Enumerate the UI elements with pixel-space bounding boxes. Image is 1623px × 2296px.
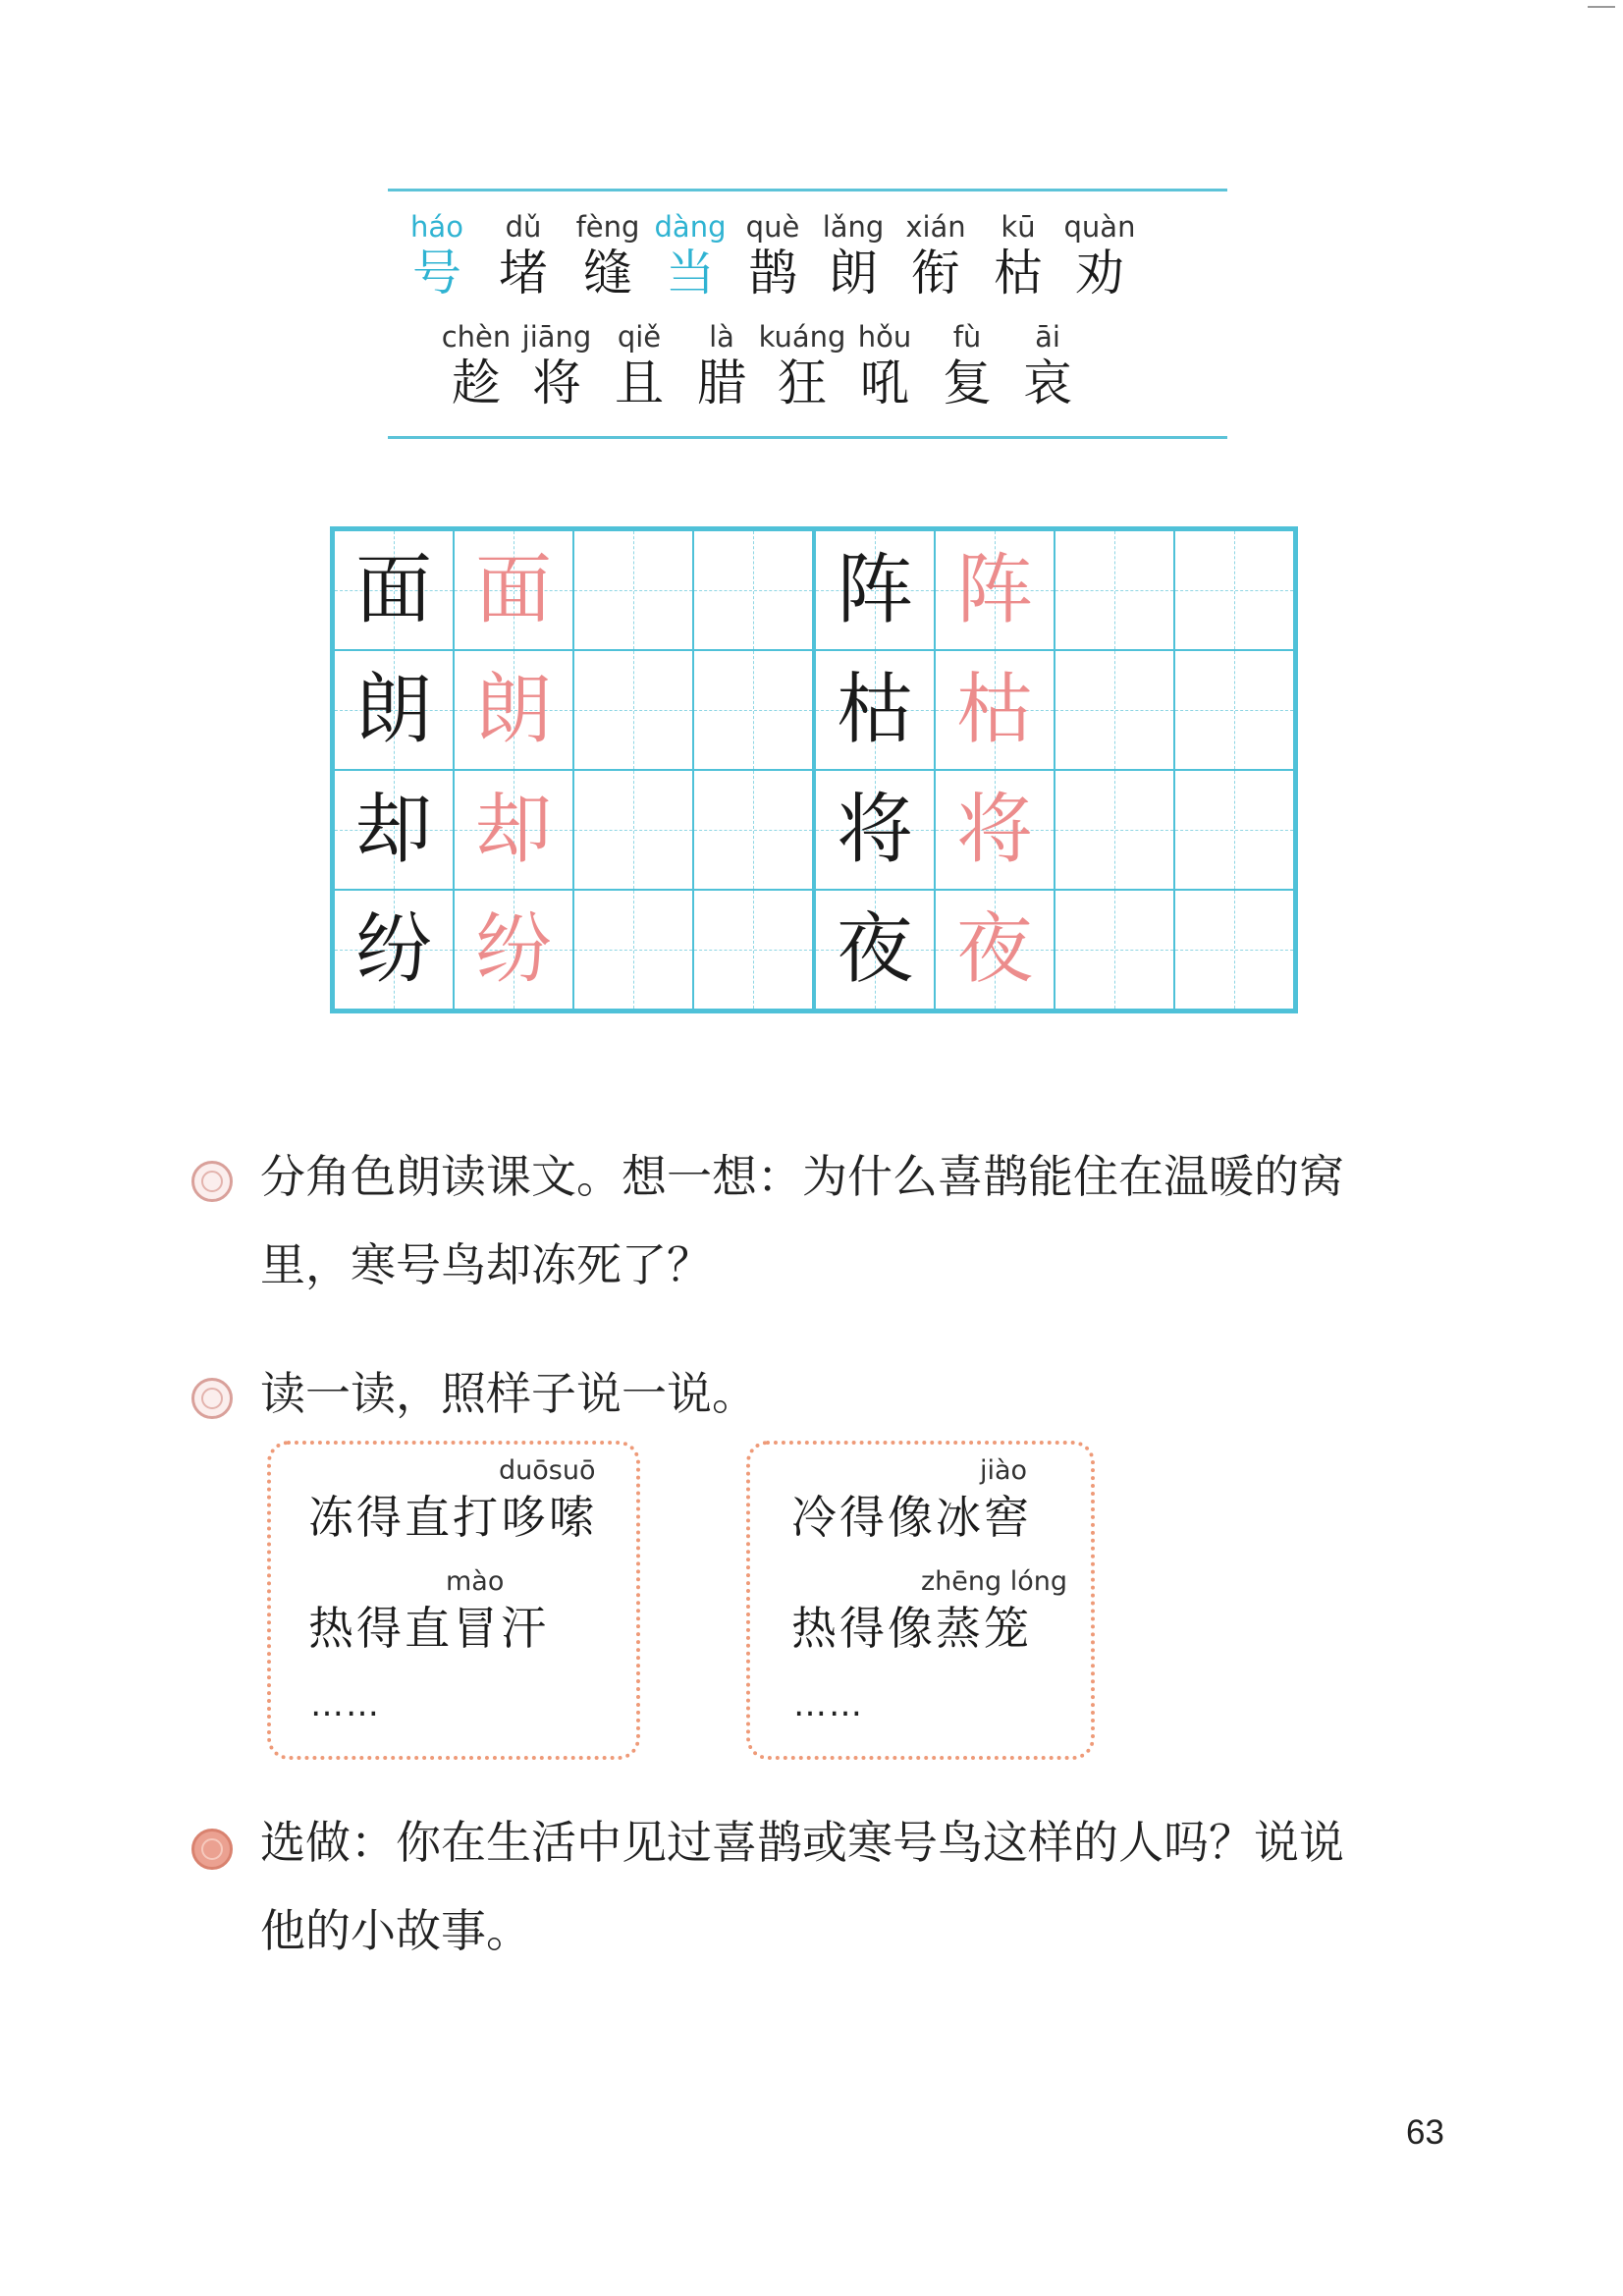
vocabulary-panel [388, 189, 1227, 439]
vocab-item [1051, 210, 1149, 302]
pinyin: qiě [617, 320, 662, 354]
trace-cell [454, 770, 573, 890]
practice-cell[interactable] [1174, 770, 1294, 890]
trace-cell [935, 890, 1055, 1010]
model-cell [334, 530, 454, 650]
phrase-text: 冻得直打哆嗦 [308, 1491, 597, 1544]
trace-character: 将 [955, 786, 1033, 874]
practice-cell[interactable] [573, 890, 693, 1010]
exercise-badge-icon [191, 1161, 233, 1202]
example-box-1 [267, 1441, 640, 1760]
example-box-2 [746, 1441, 1095, 1760]
phrase-text: 热得像蒸笼 [791, 1602, 1032, 1655]
vocabulary-row-1 [388, 210, 1227, 308]
pinyin: hǒu [857, 320, 912, 354]
trace-character: 夜 [955, 905, 1033, 994]
practice-cell[interactable] [693, 530, 814, 650]
model-character: 阵 [836, 546, 913, 634]
model-character: 面 [354, 546, 432, 634]
pinyin: dàng [654, 210, 727, 244]
practice-cell[interactable] [1055, 770, 1174, 890]
practice-cell[interactable] [1174, 650, 1294, 770]
model-character: 纷 [354, 905, 432, 994]
practice-cell[interactable] [1055, 530, 1174, 650]
trace-character: 面 [474, 546, 552, 634]
pinyin: kū [1001, 210, 1036, 244]
trace-cell [935, 530, 1055, 650]
practice-cell[interactable] [1174, 530, 1294, 650]
practice-cell[interactable] [573, 650, 693, 770]
character: 号 [412, 245, 461, 301]
exercise-text: 分角色朗读课文。想一想：为什么喜鹊能住在温暖的窝 [260, 1150, 1344, 1203]
model-character: 枯 [836, 666, 913, 754]
grid-row [334, 650, 1294, 770]
ellipsis: …… [793, 1685, 864, 1724]
grid-row [334, 770, 1294, 890]
character: 堵 [499, 245, 548, 301]
practice-cell[interactable] [1174, 890, 1294, 1010]
character: 劝 [1075, 245, 1124, 301]
pinyin: lǎng [822, 210, 885, 244]
character: 哀 [1023, 355, 1072, 411]
trace-cell [454, 650, 573, 770]
pinyin: xián [905, 210, 966, 244]
pinyin: fù [952, 320, 982, 354]
vocabulary-bottom-rule [388, 436, 1227, 439]
model-character: 却 [354, 786, 432, 874]
practice-cell[interactable] [1055, 890, 1174, 1010]
vocab-item [474, 210, 572, 302]
trace-cell [935, 650, 1055, 770]
pinyin: què [745, 210, 800, 244]
vocabulary-top-rule [388, 189, 1227, 191]
pinyin: là [709, 320, 734, 354]
character: 枯 [994, 245, 1043, 301]
pinyin: chèn [441, 320, 512, 354]
character: 复 [943, 355, 992, 411]
page-number: 63 [1406, 2113, 1444, 2152]
trace-character: 朗 [474, 666, 552, 754]
practice-cell[interactable] [693, 770, 814, 890]
model-character: 将 [836, 786, 913, 874]
practice-cell[interactable] [693, 890, 814, 1010]
pinyin: kuáng [758, 320, 846, 354]
character: 朗 [829, 245, 878, 301]
pinyin: jiāng [521, 320, 592, 354]
character: 趁 [452, 355, 501, 411]
model-cell [814, 650, 935, 770]
exercise-text: 他的小故事。 [260, 1904, 531, 1957]
practice-cell[interactable] [573, 770, 693, 890]
phrase-pinyin: duōsuō [499, 1455, 596, 1486]
character: 狂 [778, 355, 827, 411]
model-cell [334, 770, 454, 890]
ellipsis: …… [310, 1685, 381, 1724]
phrase-pinyin: zhēng lóng [921, 1566, 1068, 1597]
model-character: 朗 [354, 666, 432, 754]
trace-character: 阵 [955, 546, 1033, 634]
vocabulary-row-2 [388, 320, 1227, 418]
trace-character: 纷 [474, 905, 552, 994]
pinyin: háo [410, 210, 463, 244]
phrase-text: 热得直冒汗 [308, 1602, 549, 1655]
corner-mark [1588, 6, 1615, 8]
model-cell [814, 890, 935, 1010]
vocab-item [388, 210, 486, 302]
pinyin: fèng [575, 210, 640, 244]
character: 吼 [860, 355, 909, 411]
pinyin: dǔ [505, 210, 542, 244]
character: 衔 [911, 245, 960, 301]
example-phrase [308, 1567, 549, 1656]
character: 且 [615, 355, 664, 411]
writing-grid [330, 526, 1298, 1013]
exercise-badge-icon [191, 1378, 233, 1419]
vocab-item [999, 320, 1097, 412]
grid-row [334, 890, 1294, 1010]
model-character: 夜 [836, 905, 913, 994]
trace-cell [454, 530, 573, 650]
phrase-pinyin: jiào [980, 1455, 1028, 1486]
model-cell [334, 890, 454, 1010]
example-phrase [308, 1456, 597, 1545]
character: 缝 [583, 245, 632, 301]
character: 将 [532, 355, 581, 411]
pinyin: quàn [1063, 210, 1136, 244]
optional-badge-icon [191, 1829, 233, 1870]
exercise-text: 读一读，照样子说一说。 [260, 1367, 757, 1420]
exercise-text: 里，寒号鸟却冻死了？ [260, 1238, 712, 1291]
example-phrase [791, 1456, 1032, 1545]
example-phrase [791, 1566, 1068, 1656]
phrase-text: 冷得像冰窖 [791, 1491, 1032, 1544]
trace-cell [454, 890, 573, 1010]
character: 腊 [697, 355, 746, 411]
trace-character: 枯 [955, 666, 1033, 754]
pinyin: āi [1035, 320, 1060, 354]
practice-cell[interactable] [573, 530, 693, 650]
character: 当 [666, 245, 715, 301]
trace-cell [935, 770, 1055, 890]
practice-cell[interactable] [1055, 650, 1174, 770]
model-cell [814, 530, 935, 650]
grid-row [334, 530, 1294, 650]
exercise-text: 选做：你在生活中见过喜鹊或寒号鸟这样的人吗？说说 [260, 1816, 1344, 1869]
character: 鹊 [748, 245, 797, 301]
practice-cell[interactable] [693, 650, 814, 770]
model-cell [334, 650, 454, 770]
phrase-pinyin: mào [446, 1566, 505, 1597]
model-cell [814, 770, 935, 890]
trace-character: 却 [474, 786, 552, 874]
